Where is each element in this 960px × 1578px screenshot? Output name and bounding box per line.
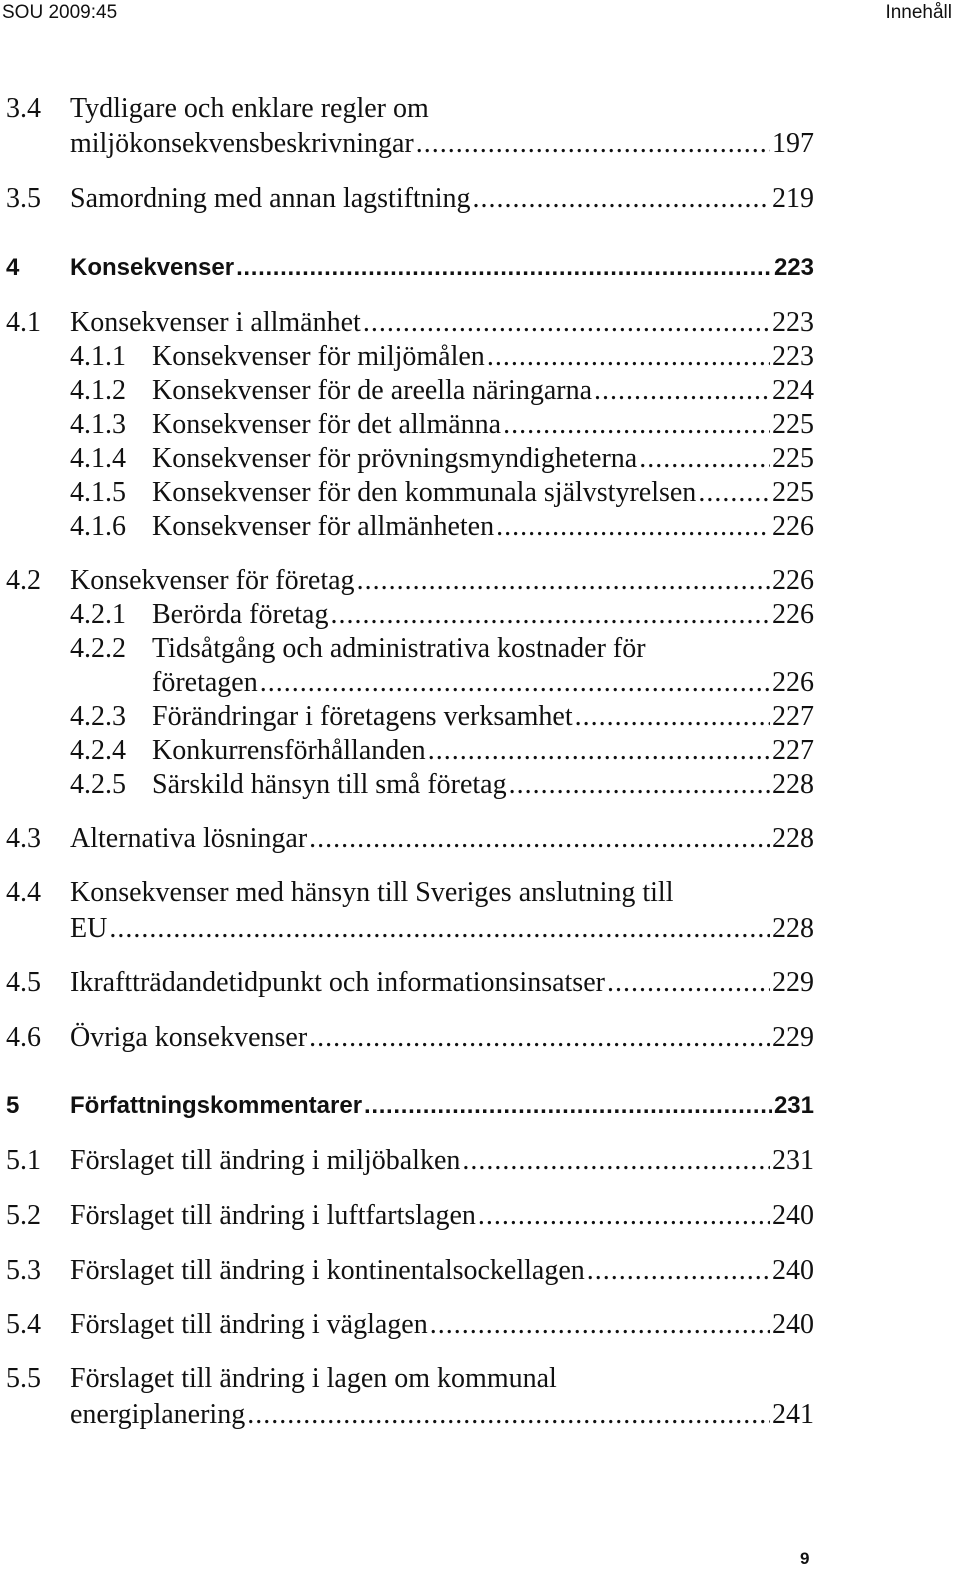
toc-entry-title: Konsekvenser	[70, 254, 235, 281]
toc-entry-title: Konsekvenser för allmänheten	[152, 511, 495, 542]
toc-entry-title: Förändringar i företagens verksamhet	[152, 701, 573, 732]
toc-entry-number: 5.3	[6, 1255, 41, 1286]
toc-entry-number: 4.2	[6, 565, 41, 596]
toc-entry-page: 240	[772, 1200, 814, 1231]
toc-entry-number: 5	[6, 1092, 20, 1119]
toc-entry-number: 5.1	[6, 1145, 41, 1176]
toc-leader	[587, 1254, 770, 1288]
toc-entry-title: Konsekvenser för den kommunala självstyrelsen	[152, 477, 697, 508]
toc-leader	[462, 1144, 770, 1178]
toc-entry-page: 226	[772, 565, 814, 596]
toc-entry-page: 226	[772, 667, 814, 698]
toc-entry-number: 5.4	[6, 1309, 41, 1340]
toc-entry-title: energiplanering	[70, 1399, 246, 1430]
toc-entry-number: 4.5	[6, 967, 41, 998]
toc-entry-page: 223	[772, 307, 814, 338]
toc-entry-page: 227	[772, 701, 814, 732]
toc-leader	[357, 564, 770, 598]
toc-entry-number: 4.1	[6, 307, 41, 338]
toc-entry-page: 231	[772, 1145, 814, 1176]
toc-entry-title: Författningskommentarer	[70, 1092, 363, 1119]
toc-entry-number: 4.2.2	[70, 633, 126, 664]
toc-leader	[478, 1199, 770, 1233]
toc-entry-number: 4.1.3	[70, 409, 126, 440]
toc-entry-page: 225	[772, 409, 814, 440]
toc-entry-number: 3.5	[6, 183, 41, 214]
toc-entry-page: 241	[772, 1399, 814, 1430]
toc-leader	[503, 408, 770, 442]
toc-entry-number: 4.2.4	[70, 735, 126, 766]
toc-leader	[363, 306, 770, 340]
toc-entry-number: 4.1.4	[70, 443, 126, 474]
toc-entry-title: Övriga konsekvenser	[70, 1022, 308, 1053]
toc-leader	[416, 127, 770, 161]
toc-entry-title: Tidsåtgång och administrativa kostnader för	[152, 633, 646, 664]
toc-entry-number: 3.4	[6, 93, 41, 124]
toc-entry-number: 4.1.2	[70, 375, 126, 406]
toc-entry-title: Förslaget till ändring i kontinentalsockellagen	[70, 1255, 585, 1286]
toc-entry-number: 4.4	[6, 877, 41, 908]
toc-leader	[364, 1089, 772, 1123]
toc-entry-page: 225	[772, 443, 814, 474]
toc-leader	[698, 476, 770, 510]
toc-leader	[309, 822, 770, 856]
toc-entry-title: Tydligare och enklare regler om	[70, 93, 429, 124]
toc-entry-number: 4.6	[6, 1022, 41, 1053]
toc-leader	[309, 1021, 770, 1055]
toc-leader	[236, 251, 772, 285]
toc-leader	[496, 510, 770, 544]
toc-entry-page: 226	[772, 511, 814, 542]
toc-entry-number: 5.5	[6, 1363, 41, 1394]
toc-entry-title: miljökonsekvensbeskrivningar	[70, 128, 414, 159]
toc-entry-page: 228	[772, 913, 814, 944]
toc-leader	[247, 1398, 770, 1432]
toc-entry-number: 4	[6, 254, 20, 281]
toc-entry-page: 224	[772, 375, 814, 406]
running-header-right: Innehåll	[885, 2, 952, 23]
toc-entry-number: 4.1.5	[70, 477, 126, 508]
toc-entry-title: Konsekvenser för miljömålen	[152, 341, 485, 372]
toc-entry-number: 4.2.3	[70, 701, 126, 732]
toc-entry-number: 4.2.5	[70, 769, 126, 800]
toc-entry-title: Berörda företag	[152, 599, 329, 630]
toc-leader	[430, 1308, 770, 1342]
toc-entry-title: Konkurrensförhållanden	[152, 735, 426, 766]
toc-entry-page: 223	[772, 341, 814, 372]
toc-entry-title: Konsekvenser med hänsyn till Sveriges anslutning till	[70, 877, 674, 908]
toc-leader	[330, 598, 770, 632]
toc-leader	[473, 182, 771, 216]
toc-leader	[487, 340, 770, 374]
toc-entry-page: 229	[772, 1022, 814, 1053]
toc-entry-page: 231	[773, 1092, 814, 1119]
toc-entry-title: Förslaget till ändring i miljöbalken	[70, 1145, 461, 1176]
toc-entry-number: 4.3	[6, 823, 41, 854]
toc-leader	[509, 768, 770, 802]
toc-entry-title: Konsekvenser för företag	[70, 565, 355, 596]
toc-entry-title: Alternativa lösningar	[70, 823, 308, 854]
toc-entry-page: 225	[772, 477, 814, 508]
toc-entry-title: Konsekvenser för det allmänna	[152, 409, 502, 440]
toc-entry-page: 228	[772, 823, 814, 854]
toc-entry-page: 240	[772, 1255, 814, 1286]
toc-entry-number: 4.2.1	[70, 599, 126, 630]
toc-entry-page: 228	[772, 769, 814, 800]
toc-entry-title: EU	[70, 913, 108, 944]
running-header-left: SOU 2009:45	[2, 2, 118, 23]
toc-entry-title: Konsekvenser för de areella näringarna	[152, 375, 593, 406]
toc-entry-page: 226	[772, 599, 814, 630]
toc-leader	[607, 966, 770, 1000]
toc-entry-number: 4.1.1	[70, 341, 126, 372]
toc-entry-title: Konsekvenser i allmänhet	[70, 307, 361, 338]
toc-entry-page: 229	[772, 967, 814, 998]
toc-leader	[594, 374, 770, 408]
toc-leader	[575, 700, 770, 734]
toc-leader	[109, 912, 770, 946]
toc-entry-page: 197	[772, 128, 814, 159]
toc-entry-title: företagen	[152, 667, 258, 698]
toc-entry-title: Samordning med annan lagstiftning	[70, 183, 471, 214]
toc-leader	[428, 734, 770, 768]
toc-entry-title: Förslaget till ändring i väglagen	[70, 1309, 428, 1340]
toc-entry-page: 240	[772, 1309, 814, 1340]
toc-entry-page: 219	[772, 183, 814, 214]
toc-entry-title: Ikraftträdandetidpunkt och informationsinsatser	[70, 967, 605, 998]
toc-entry-number: 4.1.6	[70, 511, 126, 542]
toc-entry-title: Konsekvenser för prövningsmyndigheterna	[152, 443, 638, 474]
toc-leader	[639, 442, 770, 476]
toc-entry-number: 5.2	[6, 1200, 41, 1231]
page-number: 9	[800, 1549, 810, 1568]
toc-entry-page: 223	[773, 254, 814, 281]
toc-leader	[260, 666, 770, 700]
toc-entry-title: Förslaget till ändring i luftfartslagen	[70, 1200, 476, 1231]
toc-entry-title: Särskild hänsyn till små företag	[152, 769, 507, 800]
toc-entry-title: Förslaget till ändring i lagen om kommunal	[70, 1363, 557, 1394]
toc-entry-page: 227	[772, 735, 814, 766]
